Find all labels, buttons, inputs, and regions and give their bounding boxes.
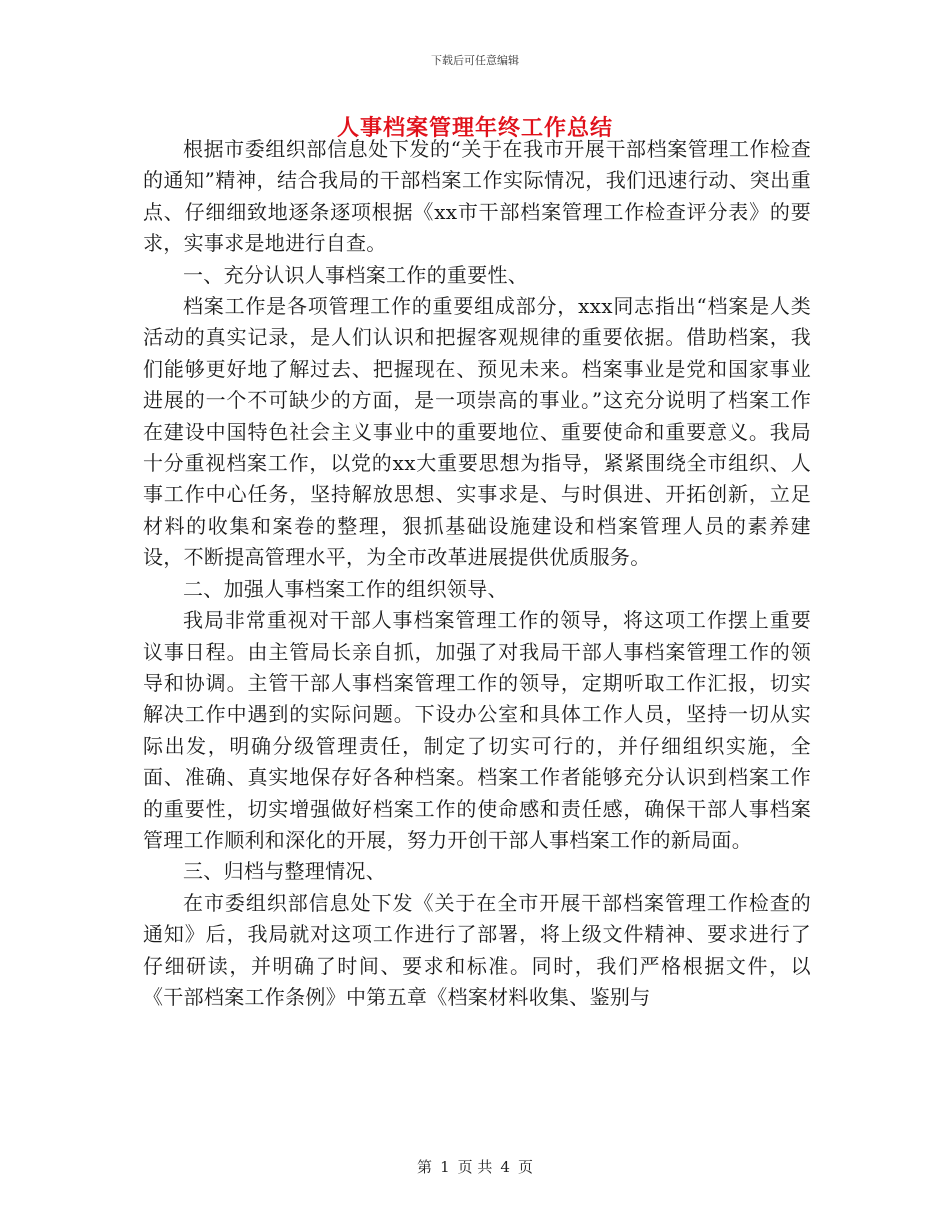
paragraph-section-3: 在市委组织部信息处下发《关于在全市开展干部档案管理工作检查的通知》后，我局就对这项工作进行了部署，将上级文件精神、要求进行了仔细研读，并明确了时间、要求和标准。同时，我们严格根据文件，以《干部档案工作条例》中第五章《档案材料收集、鉴别与	[143, 890, 811, 1009]
header-note: 下载后可任意编辑	[431, 54, 519, 67]
footer-middle: 页 共	[457, 1158, 493, 1176]
footer-total-pages: 4	[500, 1158, 510, 1176]
page-footer	[0, 1156, 950, 1177]
section-heading-2: 二、加强人事档案工作的组织领导、	[183, 576, 508, 601]
footer-prefix: 第	[417, 1158, 433, 1176]
paragraph-intro: 根据市委组织部信息处下发的“关于在我市开展干部档案管理工作检查的通知”精神，结合我局的干部档案工作实际情况，我们迅速行动、突出重点、仔细细致地逐条逐项根据《xx市干部档案管理工作检查评分表》的要求，实事求是地进行自查。	[143, 137, 811, 256]
document-body	[143, 134, 811, 1013]
paragraph-section-1: 档案工作是各项管理工作的重要组成部分，xxx同志指出“档案是人类活动的真实记录，是人们认识和把握客观规律的重要依据。借助档案，我们能够更好地了解过去、把握现在、预见未来。档案事业是党和国家事业进展的一个不可缺少的方面，是一项崇高的事业。”这充分说明了档案工作在建设中国特色社会主义事业中的重要地位、重要使命和重要意义。我局十分重视档案工作，以党的xx大重要思想为指导，紧紧围绕全市组织、人事工作中心任务，坚持解放思想、实事求是、与时俱进、开拓创新，立足材料的收集和案卷的整理，狠抓基础设施建设和档案管理人员的素养建设，不断提高管理水平，为全市改革进展提供优质服务。	[143, 294, 811, 570]
paragraph-section-2: 我局非常重视对干部人事档案管理工作的领导，将这项工作摆上重要议事日程。由主管局长亲自抓，加强了对我局干部人事档案管理工作的领导和协调。主管干部人事档案管理工作的领导，定期听取工作汇报，切实解决工作中遇到的实际问题。下设办公室和具体工作人员，坚持一切从实际出发，明确分级管理责任，制定了切实可行的，并仔细组织实施，全面、准确、真实地保存好各种档案。档案工作者能够充分认识到档案工作的重要性，切实增强做好档案工作的使命感和责任感，确保干部人事档案管理工作顺利和深化的开展，努力开创干部人事档案工作的新局面。	[143, 608, 811, 852]
section-heading-3: 三、归档与整理情况、	[183, 859, 386, 884]
section-heading-1: 一、充分认识人事档案工作的重要性、	[183, 262, 529, 287]
footer-suffix: 页	[517, 1158, 533, 1176]
footer-current-page: 1	[440, 1158, 450, 1176]
document-title: 人事档案管理年终工作总结	[336, 115, 613, 141]
